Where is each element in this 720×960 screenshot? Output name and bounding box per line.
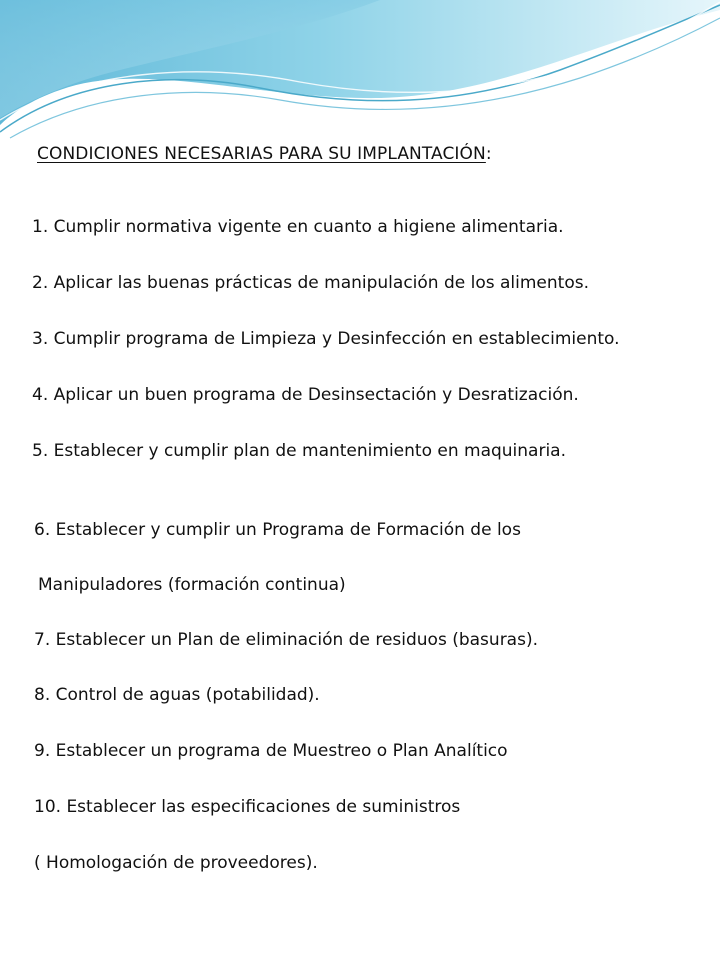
list-item: 4. Aplicar un buen programa de Desinsectación y Desratización.: [32, 385, 579, 405]
decorative-wave-header: [0, 0, 720, 150]
list-item: 3. Cumplir programa de Limpieza y Desinfección en establecimiento.: [32, 329, 620, 349]
list-item-continuation: Manipuladores (formación continua): [38, 575, 346, 595]
list-item: 2. Aplicar las buenas prácticas de manipulación de los alimentos.: [32, 273, 589, 293]
list-item: 8. Control de aguas (potabilidad).: [34, 685, 320, 705]
list-item: 7. Establecer un Plan de eliminación de residuos (basuras).: [34, 630, 538, 650]
list-item: 1. Cumplir normativa vigente en cuanto a higiene alimentaria.: [32, 217, 564, 237]
slide-title-underlined: CONDICIONES NECESARIAS PARA SU IMPLANTACIÓN: [37, 144, 486, 164]
list-item-continuation: ( Homologación de proveedores).: [34, 853, 318, 873]
list-item: 10. Establecer las especificaciones de suministros: [34, 797, 461, 817]
list-item: 9. Establecer un programa de Muestreo o Plan Analítico: [34, 741, 508, 761]
list-item: 5. Establecer y cumplir plan de mantenimiento en maquinaria.: [32, 441, 567, 461]
list-item: 6. Establecer y cumplir un Programa de Formación de los: [34, 520, 521, 540]
slide-title: [37, 144, 492, 164]
slide-title-colon: :: [485, 144, 492, 164]
